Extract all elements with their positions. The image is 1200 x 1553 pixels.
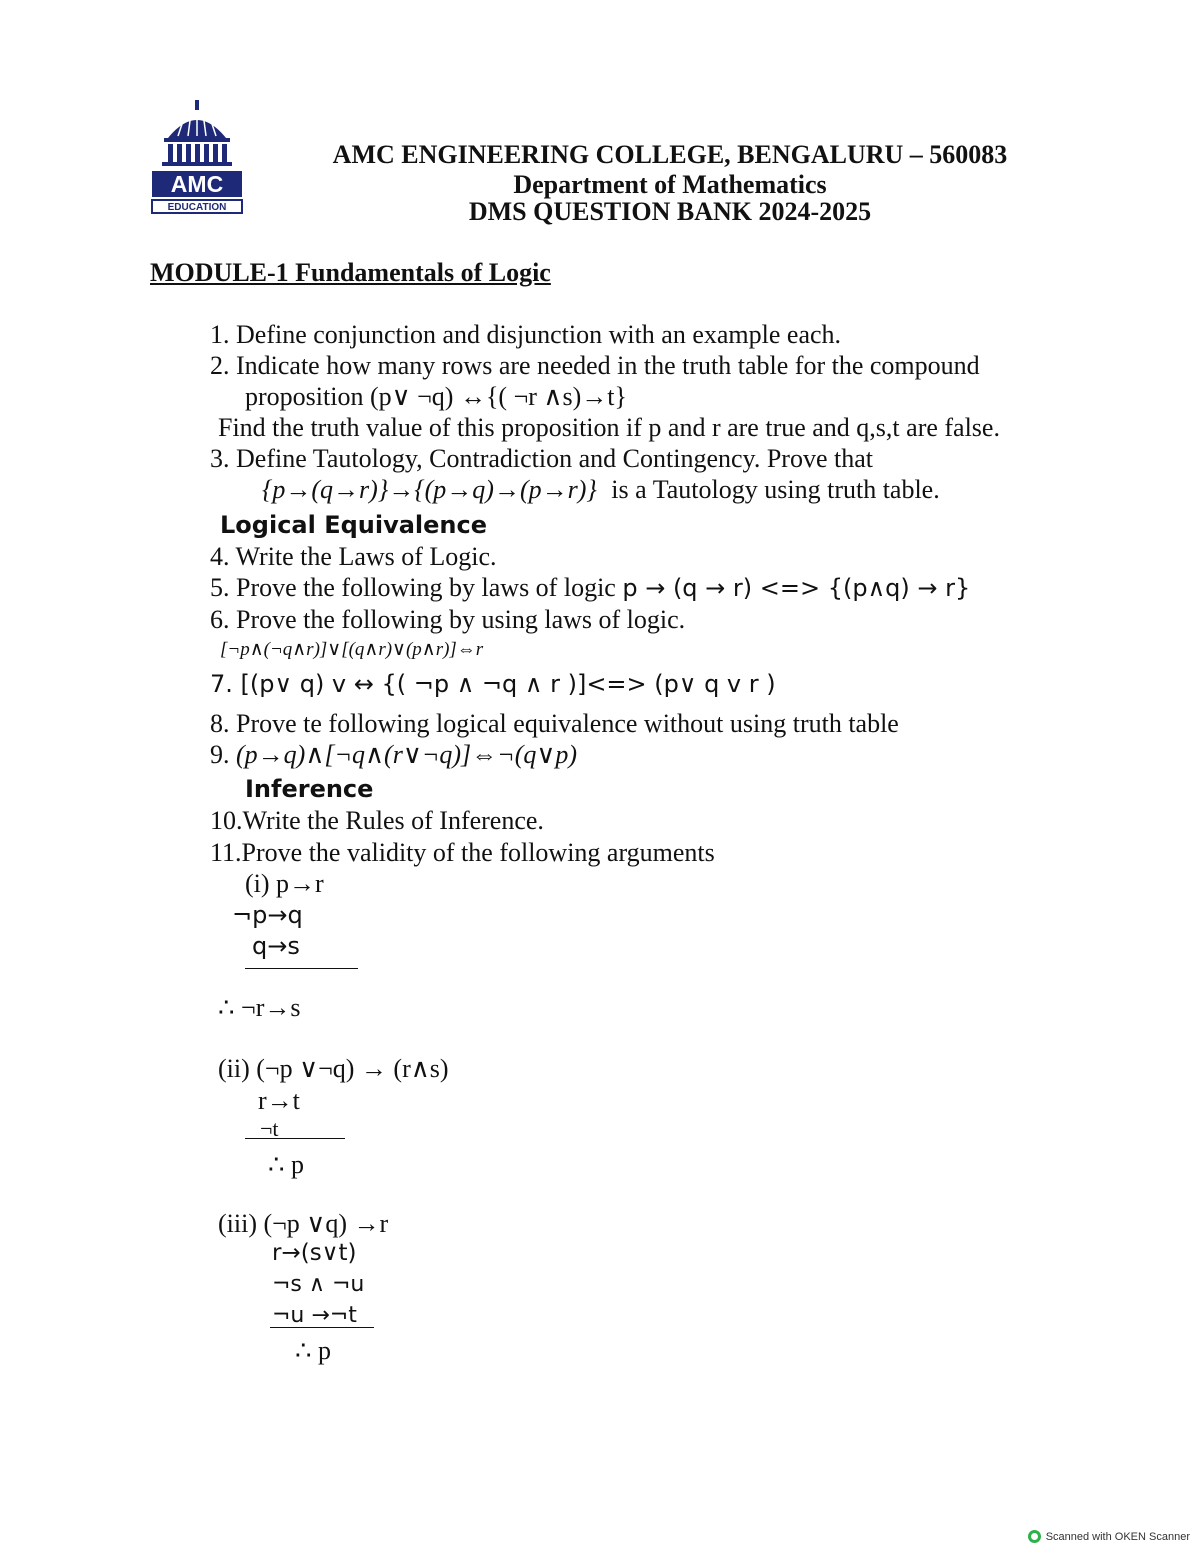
argument-iii-premise-3: ¬s ∧ ¬u: [272, 1272, 365, 1297]
question-7-formula: [(p∨ q) v ↔ {( ¬p ∧ ¬q ∧ r )]<=> (p∨ q v r ): [240, 670, 776, 698]
question-number: 11.: [210, 838, 242, 867]
question-text: Prove te following logical equivalence without using truth table: [236, 709, 899, 738]
argument-ii-rule: [245, 1138, 345, 1139]
question-number: 1.: [210, 320, 230, 349]
question-9-formula: (p→q)∧[¬q∧(r∨¬q)]⇔¬(q∨p): [236, 740, 578, 769]
question-2: [210, 351, 980, 381]
question-text: Write the Laws of Logic.: [235, 542, 497, 571]
question-6-formula: [¬p∧(¬q∧r)]∨[(q∧r)∨(p∧r)]⇔r: [220, 639, 484, 660]
question-5-formula: p → (q → r) <=> {(p∧q) → r}: [622, 574, 971, 602]
question-10: [210, 806, 544, 836]
argument-iii-rule: [270, 1327, 374, 1328]
college-name: AMC ENGINEERING COLLEGE, BENGALURU – 560083: [332, 140, 1008, 169]
question-number: 5.: [210, 573, 230, 602]
question-number: 7.: [210, 670, 233, 698]
question-text: Write the Rules of Inference.: [242, 806, 544, 835]
question-text: Prove the following by laws of logic: [236, 573, 616, 602]
question-11: [210, 838, 715, 868]
question-8: [210, 709, 899, 739]
argument-iii-premise-2: r→(s∨t): [272, 1240, 357, 1266]
question-number: 4.: [210, 542, 230, 571]
department-name: Department of Mathematics: [513, 170, 827, 199]
argument-i-rule: [245, 968, 358, 969]
amc-logo: [150, 98, 246, 216]
argument-i-premise-3: q→s: [252, 932, 300, 960]
question-3: [210, 444, 873, 474]
section-logical-equivalence: Logical Equivalence: [220, 511, 488, 539]
argument-ii-premise-1: (ii) (¬p ∨¬q) → (r∧s): [218, 1054, 449, 1083]
question-6: [210, 605, 685, 635]
argument-iii-premise-4: ¬u →¬t: [272, 1303, 357, 1328]
argument-ii-premise-3: ¬t: [260, 1116, 279, 1141]
question-2-formula: proposition (p∨ ¬q) ↔{( ¬r ∧s)→t}: [245, 382, 627, 411]
logo-subtext: EDUCATION: [167, 202, 227, 213]
question-number: 6.: [210, 605, 230, 634]
question-text: Define conjunction and disjunction with an example each.: [236, 320, 842, 349]
question-text: Indicate how many rows are needed in the truth table for the compound: [236, 351, 980, 380]
question-text: Prove the following by using laws of logic.: [236, 605, 686, 634]
question-text: Prove the validity of the following arguments: [241, 838, 715, 867]
question-9: [210, 740, 577, 770]
question-number: 8.: [210, 709, 230, 738]
question-number: 2.: [210, 351, 230, 380]
question-4: [210, 542, 497, 572]
argument-i-conclusion: ∴ ¬r→s: [218, 993, 301, 1022]
question-1: [210, 320, 841, 350]
argument-ii-conclusion: ∴ p: [268, 1150, 305, 1179]
scanner-watermark: [1028, 1530, 1190, 1543]
section-inference: Inference: [245, 775, 374, 803]
scanner-logo-icon: [1028, 1530, 1041, 1543]
question-number: 10.: [210, 806, 243, 835]
question-3-formula: {p→(q→r)}→{(p→q)→(p→r)}: [262, 475, 597, 504]
scanner-text: Scanned with OKEN Scanner: [1045, 1530, 1190, 1543]
question-5: [210, 573, 970, 603]
argument-iii-premise-1: (iii) (¬p ∨q) →r: [218, 1209, 389, 1238]
question-bank-title: DMS QUESTION BANK 2024-2025: [468, 197, 872, 226]
argument-iii-conclusion: ∴ p: [295, 1336, 332, 1365]
argument-i-premise-2: ¬p→q: [232, 901, 303, 929]
question-7: [210, 670, 776, 698]
question-2-followup: Find the truth value of this proposition if p and r are true and q,s,t are false.: [218, 413, 1000, 442]
question-3-tail: is a Tautology using truth table.: [611, 475, 940, 504]
question-number: 3.: [210, 444, 230, 473]
question-number: 9.: [210, 740, 230, 769]
logo-text: AMC: [170, 171, 224, 197]
question-text: Define Tautology, Contradiction and Contingency. Prove that: [236, 444, 873, 473]
argument-i-premise-1: (i) p→r: [245, 869, 324, 898]
module-title: MODULE-1 Fundamentals of Logic: [150, 258, 551, 287]
argument-ii-premise-2: r→t: [258, 1086, 300, 1115]
question-3-formula-line: [262, 475, 940, 505]
